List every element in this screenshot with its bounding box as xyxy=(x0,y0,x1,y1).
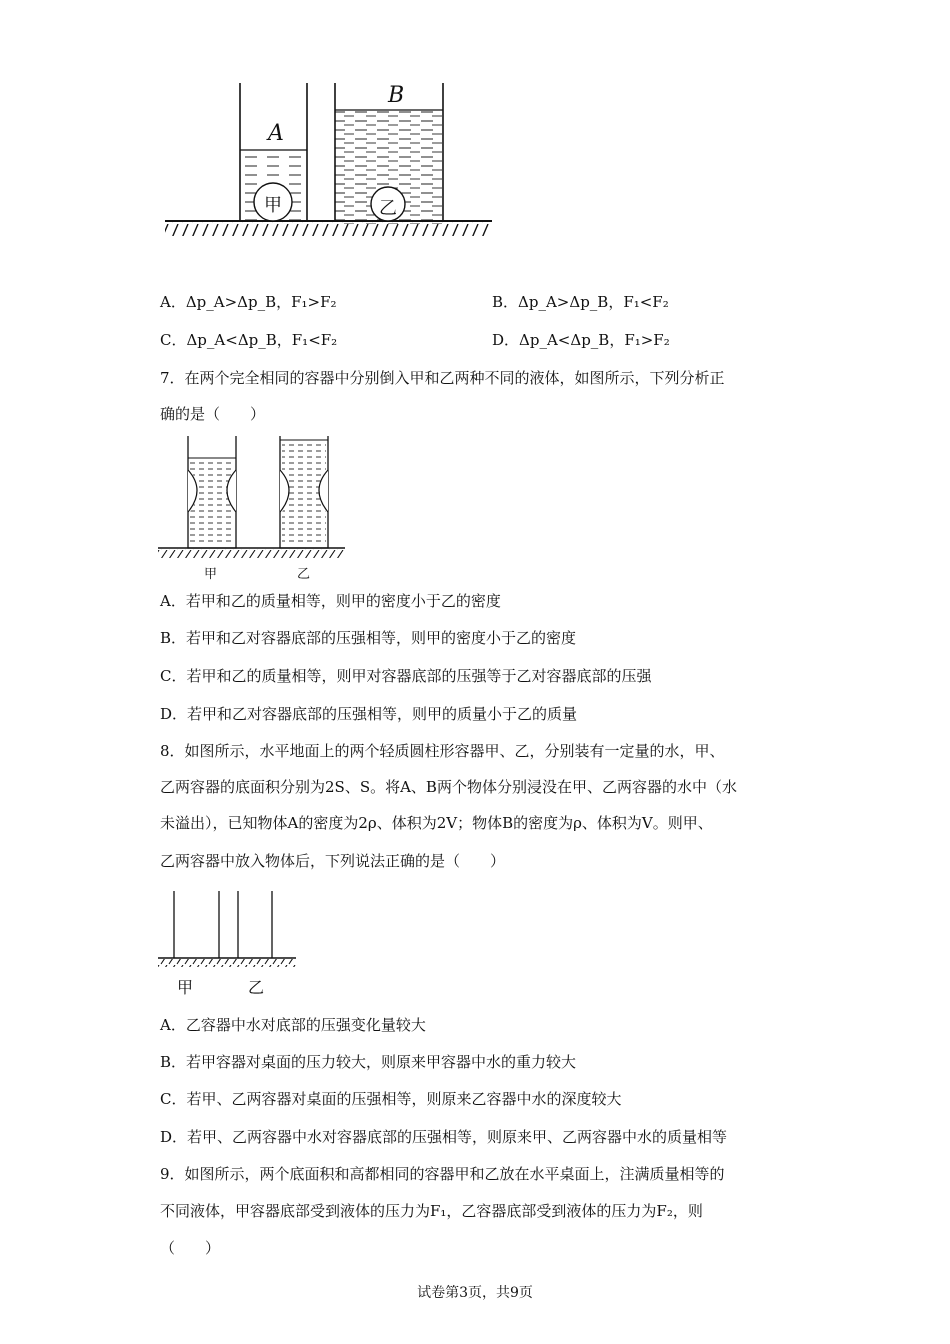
q7-option-c[interactable]: C．若甲和乙的质量相等，则甲对容器底部的压强等于乙对容器底部的压强 xyxy=(160,667,652,685)
q7-option-b[interactable]: B．若甲和乙对容器底部的压强相等，则甲的密度小于乙的密度 xyxy=(160,629,577,647)
figure-label-a: A xyxy=(268,121,284,146)
page-footer: 试卷第3页，共9页 xyxy=(417,1285,533,1301)
q8-stem-line2: 乙两容器的底面积分别为2S、S。将A、B两个物体分别浸没在甲、乙两容器的水中（水 xyxy=(160,778,737,796)
q9-stem-line1: 9．如图所示，两个底面积和高都相同的容器甲和乙放在水平桌面上，注满质量相等的 xyxy=(160,1165,725,1183)
ball-label-jia: 甲 xyxy=(264,195,282,216)
q8-figure-label-jia: 甲 xyxy=(177,978,194,997)
q7-option-a[interactable]: A．若甲和乙的质量相等，则甲的密度小于乙的密度 xyxy=(160,592,501,610)
q7-figure-label-jia: 甲 xyxy=(204,567,218,582)
q6-option-d[interactable]: D．Δp_A<Δp_B，F₁>F₂ xyxy=(492,331,670,349)
figure-q7 xyxy=(0,430,950,570)
q7-stem-line2: 确的是（ ） xyxy=(160,405,266,423)
q6-option-c[interactable]: C．Δp_A<Δp_B，F₁<F₂ xyxy=(160,331,338,349)
q8-option-c[interactable]: C．若甲、乙两容器对桌面的压强相等，则原来乙容器中水的深度较大 xyxy=(160,1090,622,1108)
q9-stem-line3: （ ） xyxy=(160,1239,221,1257)
q8-option-b[interactable]: B．若甲容器对桌面的压力较大，则原来甲容器中水的重力较大 xyxy=(160,1053,577,1071)
figure-label-b: B xyxy=(388,83,405,108)
q8-figure-label-yi: 乙 xyxy=(248,978,265,997)
figure-q8 xyxy=(0,885,950,975)
q7-figure-label-yi: 乙 xyxy=(297,567,311,582)
q8-option-a[interactable]: A．乙容器中水对底部的压强变化量较大 xyxy=(160,1016,426,1034)
q6-option-b[interactable]: B．Δp_A>Δp_B，F₁<F₂ xyxy=(492,293,669,311)
q9-stem-line2: 不同液体，甲容器底部受到液体的压力为F₁，乙容器底部受到液体的压力为F₂，则 xyxy=(160,1202,703,1220)
q6-option-a[interactable]: A．Δp_A>Δp_B，F₁>F₂ xyxy=(160,293,337,311)
q8-stem-line3: 未溢出），已知物体A的密度为2ρ、体积为2V；物体B的密度为ρ、体积为V。则甲、 xyxy=(160,814,713,832)
figure-q6 xyxy=(0,0,950,260)
q8-option-d[interactable]: D．若甲、乙两容器中水对容器底部的压强相等，则原来甲、乙两容器中水的质量相等 xyxy=(160,1128,728,1146)
q8-stem-line1: 8．如图所示，水平地面上的两个轻质圆柱形容器甲、乙，分别装有一定量的水，甲、 xyxy=(160,742,725,760)
q7-option-d[interactable]: D．若甲和乙对容器底部的压强相等，则甲的质量小于乙的质量 xyxy=(160,705,578,723)
q7-stem-line1: 7．在两个完全相同的容器中分别倒入甲和乙两种不同的液体，如图所示，下列分析正 xyxy=(160,369,725,387)
ball-label-yi: 乙 xyxy=(379,198,397,219)
q8-stem-line4: 乙两容器中放入物体后，下列说法正确的是（ ） xyxy=(160,852,506,870)
